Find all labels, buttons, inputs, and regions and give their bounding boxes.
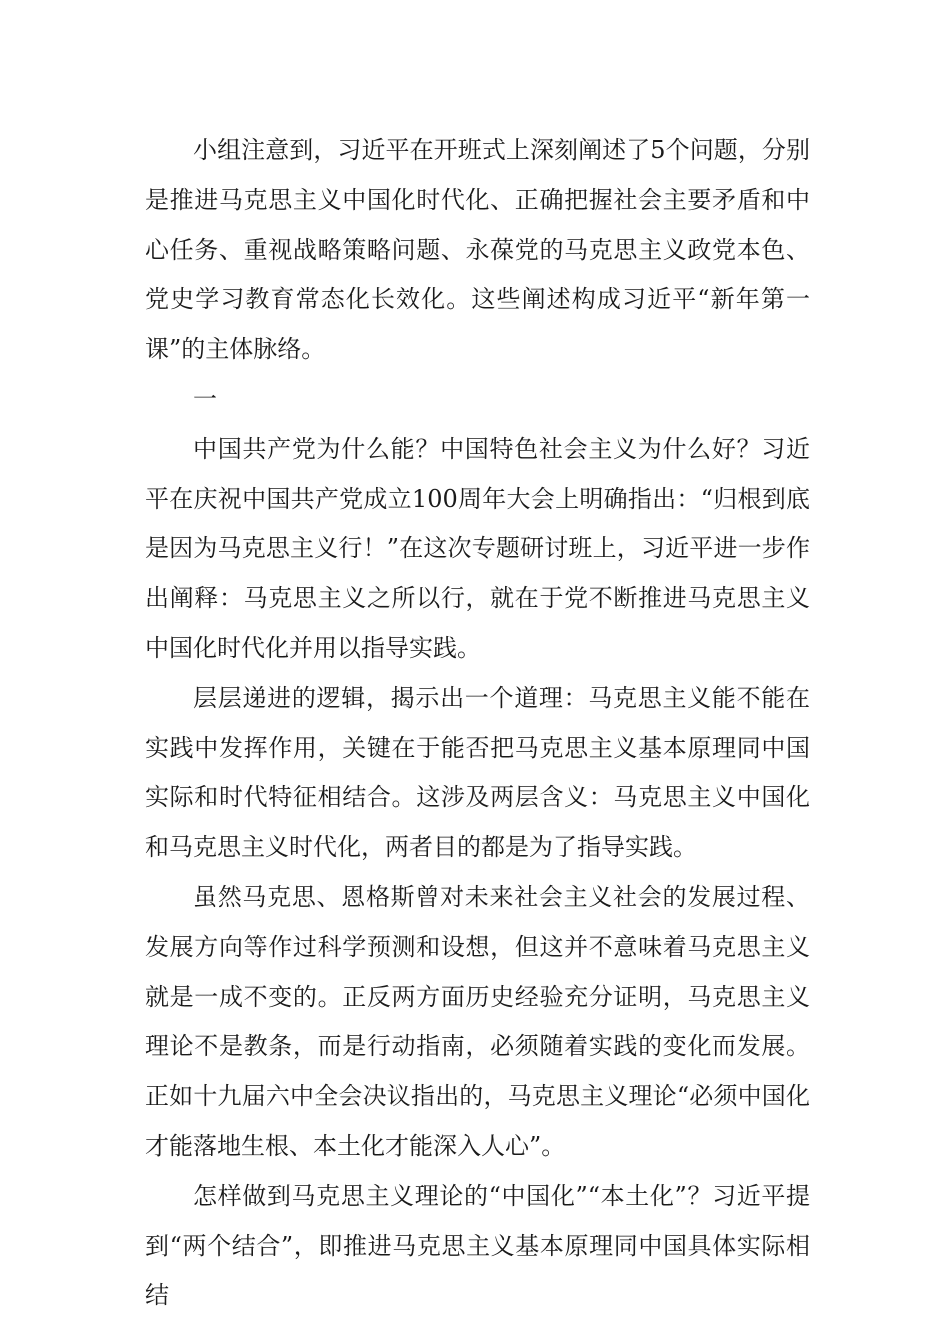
section-heading-one: 一 xyxy=(193,384,217,413)
paragraph-progressive-logic: 层层递进的逻辑，揭示出一个道理：马克思主义能不能在实践中发挥作用，关键在于能否把马克思主义基本原理同中国实际和时代特征相结合。这涉及两层含义：马克思主义中国化和马克思主义时代化，两者目的都是为了指导实践。 xyxy=(145,683,810,862)
paragraph-why-marxism-works: 中国共产党为什么能？中国特色社会主义为什么好？习近平在庆祝中国共产党成立100周年大会上明确指出：“归根到底是因为马克思主义行！”在这次专题研讨班上，习近平进一步作出阐释：马克思主义之所以行，就在于党不断推进马克思主义中国化时代化并用以指导实践。 xyxy=(145,434,810,662)
document-body xyxy=(145,126,810,1321)
paragraph-intro: 小组注意到，习近平在开班式上深刻阐述了5个问题，分别是推进马克思主义中国化时代化、正确把握社会主要矛盾和中心任务、重视战略策略问题、永葆党的马克思主义政党本色、党史学习教育常态化长效化。这些阐述构成习近平“新年第一课”的主体脉络。 xyxy=(145,136,810,364)
paragraph-two-combinations: 怎样做到马克思主义理论的“中国化”“本土化”？习近平提到“两个结合”，即推进马克思主义基本原理同中国具体实际相结 xyxy=(145,1181,810,1310)
paragraph-not-dogma: 虽然马克思、恩格斯曾对未来社会主义社会的发展过程、发展方向等作过科学预测和设想，但这并不意味着马克思主义就是一成不变的。正反两方面历史经验充分证明，马克思主义理论不是教条，而是行动指南，必须随着实践的变化而发展。正如十九届六中全会决议指出的，马克思主义理论“必须中国化才能落地生根、本土化才能深入人心”。 xyxy=(145,882,810,1160)
